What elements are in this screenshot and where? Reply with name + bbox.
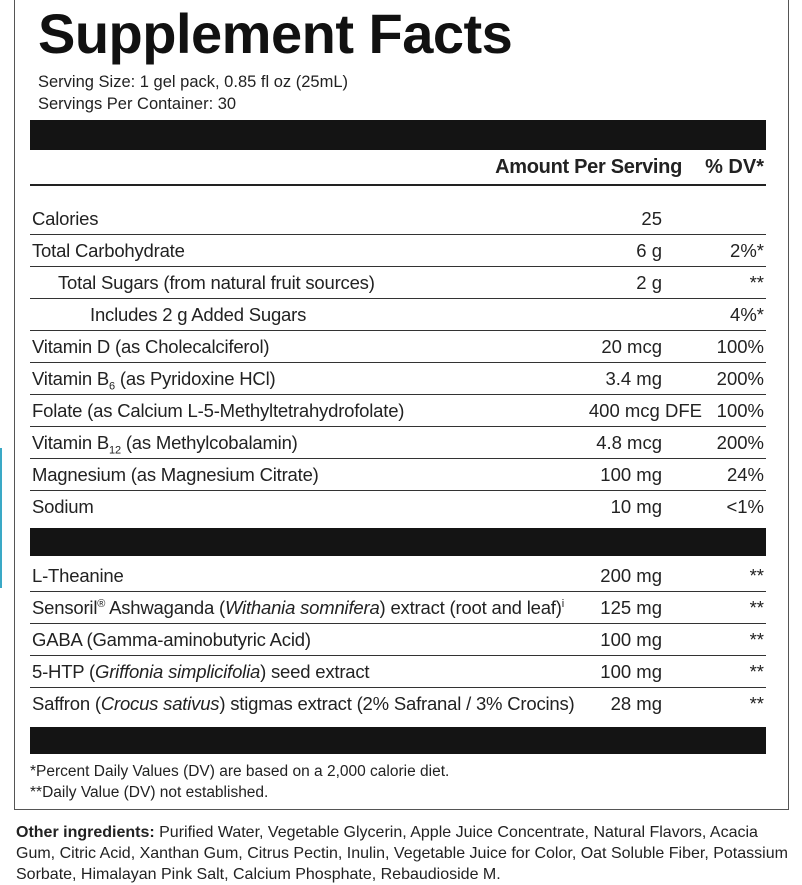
nutrient-row-vitamin-b12 xyxy=(30,427,766,459)
nutrient-name: Vitamin $B_6$ (as Pyridoxine HCl) xyxy=(32,368,276,393)
nutrient-row-vitamin-d xyxy=(30,331,766,363)
nutrient-amount: 400 mcg DFE xyxy=(588,400,702,421)
nutrient-dv: 24% xyxy=(726,464,764,485)
nutrient-amount: 100 mg xyxy=(600,464,662,485)
ingredient-row-l-theanine xyxy=(30,560,766,592)
nutrient-dv: 200% xyxy=(716,368,764,389)
nutrient-name: Total Sugars (from natural fruit sources) xyxy=(58,272,375,293)
ingredient-name: Saffron (Crocus sativus) stigmas extract (2% Safranal / 3% Crocins) xyxy=(32,693,575,714)
nutrient-row-carbohydrate xyxy=(30,235,766,267)
nutrient-dv: 100% xyxy=(716,400,764,421)
ingredient-dv: ** xyxy=(749,693,764,714)
nutrient-name: Calories xyxy=(32,208,99,229)
nutrient-dv: 100% xyxy=(716,336,764,357)
ingredient-dv: ** xyxy=(749,661,764,682)
other-ingredients-label: Other ingredients: xyxy=(16,824,155,841)
ingredient-name: L-Theanine xyxy=(32,565,124,586)
header-rule xyxy=(30,184,766,186)
page-title: Supplement Facts xyxy=(38,2,513,65)
ingredient-dv: ** xyxy=(749,629,764,650)
nutrient-amount: 20 mcg xyxy=(601,336,662,357)
nutrient-dv: ** xyxy=(749,272,764,293)
nutrient-name: Magnesium (as Magnesium Citrate) xyxy=(32,464,319,485)
serving-size: Serving Size: 1 gel pack, 0.85 fl oz (25mL) xyxy=(38,73,348,91)
ingredient-amount: 125 mg xyxy=(600,597,662,618)
nutrient-row-calories xyxy=(30,203,766,235)
nutrient-name: Folate (as Calcium L-5-Methyltetrahydrofolate) xyxy=(32,400,405,421)
nutrient-amount: 10 mg xyxy=(610,496,662,517)
ingredient-amount: 28 mg xyxy=(610,693,662,714)
nutrient-row-vitamin-b6 xyxy=(30,363,766,395)
nutrient-name: Vitamin $B_{12}$ (as Methylcobalamin) xyxy=(32,432,298,457)
footnote-not-established: **Daily Value (DV) not established. xyxy=(30,784,269,801)
servings-per-container: Servings Per Container: 30 xyxy=(38,95,237,113)
nutrient-name: Vitamin D (as Cholecalciferol) xyxy=(32,336,270,357)
ingredient-row-5-htp xyxy=(30,656,766,688)
nutrient-dv: 200% xyxy=(716,432,764,453)
nutrient-name: Total Carbohydrate xyxy=(32,240,185,261)
nutrient-row-sodium xyxy=(30,491,766,523)
nutrient-dv: 2%* xyxy=(730,240,764,261)
nutrient-dv: 4%* xyxy=(730,304,764,325)
dv-header: % DV* xyxy=(705,156,764,178)
ingredient-row-ashwaganda xyxy=(30,592,766,624)
ingredient-amount: 200 mg xyxy=(600,565,662,586)
nutrient-amount: 25 xyxy=(641,208,662,229)
nutrient-name: Sodium xyxy=(32,496,94,517)
ingredient-amount: 100 mg xyxy=(600,629,662,650)
nutrient-amount: 6 g xyxy=(636,240,662,261)
section-bar xyxy=(30,528,766,556)
nutrient-amount: 3.4 mg xyxy=(605,368,662,389)
nutrient-row-total-sugars xyxy=(30,267,766,299)
ingredient-dv: ** xyxy=(749,565,764,586)
nutrient-name: Includes 2 g Added Sugars xyxy=(90,304,307,325)
ingredient-name: GABA (Gamma-aminobutyric Acid) xyxy=(32,629,311,650)
nutrient-row-magnesium xyxy=(30,459,766,491)
other-ingredients xyxy=(16,822,788,885)
footnote-dv: *Percent Daily Values (DV) are based on a 2,000 calorie diet. xyxy=(30,763,450,780)
ingredient-amount: 100 mg xyxy=(600,661,662,682)
nutrient-row-folate xyxy=(30,395,766,427)
ingredient-row-saffron xyxy=(30,688,766,720)
edge-marker xyxy=(0,448,2,588)
column-header xyxy=(30,150,766,184)
footer-bar xyxy=(30,727,766,754)
ingredient-name: Sensoril® Ashwaganda (Withania somnifera) extract (root and leaf)$^i$ xyxy=(32,597,564,618)
nutrient-dv: <1% xyxy=(726,496,764,517)
amount-header: Amount Per Serving xyxy=(495,156,682,178)
ingredient-name: 5-HTP (Griffonia simplicifolia) seed extract xyxy=(32,661,370,682)
other-ingredients-text: Purified Water, Vegetable Glycerin, Apple Juice Concentrate, Natural Flavors, Acacia Gum, Citric Acid, Xanthan Gum, Citrus Pectin, Inulin, Vegetable Juice for Color, Oat Soluble Fiber, Potassium Sorbate, Himalayan Pink Salt, Calcium Phosphate, Rebaudioside M. xyxy=(16,824,788,883)
nutrient-amount: 2 g xyxy=(636,272,662,293)
header-bar xyxy=(30,120,766,150)
ingredient-dv: ** xyxy=(749,597,764,618)
nutrient-amount: 4.8 mcg xyxy=(596,432,662,453)
ingredient-row-gaba xyxy=(30,624,766,656)
nutrient-row-added-sugars xyxy=(30,299,766,331)
